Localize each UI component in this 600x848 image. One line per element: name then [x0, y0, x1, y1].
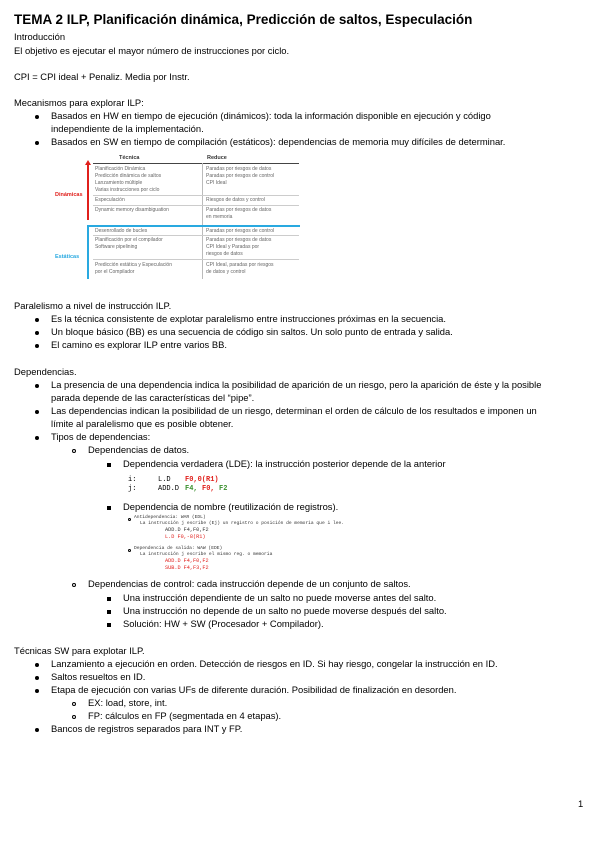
table-cell: Predicción dinámica de saltos [95, 173, 162, 179]
code-arg: F0, [202, 485, 215, 493]
code-arg: F4, [185, 485, 198, 493]
table-row-rule [93, 205, 299, 206]
dependencia-nombre: Dependencia de nombre (reutilización de registros). [123, 501, 339, 512]
intro-heading: Introducción [14, 31, 66, 42]
square-bullet-icon [107, 597, 111, 601]
dependencias-b1-line2: parada depende de las características del “pipe”. [51, 392, 255, 403]
bullet-icon [35, 676, 39, 680]
hollow-bullet-icon [72, 449, 76, 453]
paralelismo-b2: Un bloque básico (BB) es una secuencia de código sin saltos. Un solo punto de entrada y salida. [51, 326, 453, 337]
table-cell: Especulación [95, 197, 125, 203]
dinamicas-bracket [87, 164, 89, 220]
table-cell: Planificación Dinámica [95, 166, 146, 172]
techniques-table-image [55, 154, 305, 280]
salida-code1: ADD.D F4,F0,F2 [165, 558, 209, 564]
code-arg: F0,0(R1) [185, 476, 219, 484]
estaticas-bracket [87, 225, 89, 279]
page-number: 1 [578, 798, 584, 809]
salida-code2: SUB.D F4,F3,F2 [165, 565, 209, 571]
bullet-icon [35, 728, 39, 732]
table-cell: Planificación por el compilador [95, 237, 163, 243]
tecnicas-b2: Saltos resueltos en ID. [51, 671, 146, 682]
mecanismos-hw-line1: Basados en HW en tiempo de ejecución (dinámicos): toda la información disponible en ejecución y código [51, 110, 491, 121]
mecanismos-sw: Basados en SW en tiempo de compilación (estáticos): dependencias de memoria muy difíciles de determinar. [51, 136, 506, 147]
table-cell: CPI Ideal, paradas por riesgos [206, 262, 274, 268]
table-cell: Varias instrucciones por ciclo [95, 187, 160, 193]
bullet-icon [35, 663, 39, 667]
tecnicas-b3: Etapa de ejecución con varias UFs de diferente duración. Posibilidad de finalización en desorden. [51, 684, 457, 695]
table-header-tecnica: Técnica [119, 155, 140, 161]
paralelismo-b1: Es la técnica consistente de explotar paralelismo entre instrucciones próximas en la secuencia. [51, 313, 446, 324]
code-op: ADD.D [158, 485, 180, 493]
table-column-divider [202, 163, 203, 279]
antidependencia-desc: La instrucción j escribe (Ej) un registro o posición de memoria que i lee. [140, 521, 344, 526]
table-cell: Desenrollado de bucles [95, 228, 148, 234]
dependencias-control: Dependencias de control: cada instrucción depende de un conjunto de saltos. [88, 578, 411, 589]
table-cell: en memoria [206, 214, 233, 220]
bullet-icon [35, 689, 39, 693]
bullet-icon [35, 141, 39, 145]
hollow-bullet-icon [128, 518, 131, 521]
bullet-icon [35, 331, 39, 335]
tecnicas-ex: EX: load, store, int. [88, 697, 168, 708]
code-op: L.D [158, 476, 171, 484]
dependencias-b2-line2: límite al paralelismo que es posible obtener. [51, 418, 234, 429]
bullet-icon [35, 344, 39, 348]
dependencias-b2-line1: Las dependencias indican la posibilidad de un riesgo, determinan el orden de cálculo de los resultados e imponen un [51, 405, 537, 416]
hollow-bullet-icon [72, 583, 76, 587]
table-label-estaticas: Estáticas [55, 254, 80, 260]
code-label-i: i: [128, 476, 137, 484]
salida-desc: La instrucción j escribe el mismo reg. o memoria [140, 552, 273, 557]
bullet-icon [35, 410, 39, 414]
code-label-j: j: [128, 485, 137, 493]
dependencias-datos: Dependencias de datos. [88, 444, 190, 455]
control-c3: Solución: HW + SW (Procesador + Compilador). [123, 618, 324, 629]
antidependencia-title: Antidependencia: WAR (EDL) [134, 515, 206, 520]
hollow-bullet-icon [72, 702, 76, 706]
table-cell: riesgos de datos [206, 251, 243, 257]
square-bullet-icon [107, 506, 111, 510]
table-cell: Paradas por riesgos de control [206, 173, 275, 179]
salida-title: Dependencia de salida: WAW (EDE) [134, 546, 223, 551]
table-row-rule [93, 259, 299, 260]
table-row-rule [93, 195, 299, 196]
table-header-rule [93, 163, 299, 164]
tecnicas-b1: Lanzamiento a ejecución en orden. Detección de riesgos en ID. Si hay riesgo, congelar la instrucción en ID. [51, 658, 498, 669]
intro-line: El objetivo es ejecutar el mayor número de instrucciones por ciclo. [14, 45, 290, 56]
antidependencia-code1: ADD.D F4,F0,F2 [165, 527, 209, 533]
square-bullet-icon [107, 623, 111, 627]
page-title: TEMA 2 ILP, Planificación dinámica, Predicción de saltos, Especulación [14, 12, 473, 27]
table-cell: Software pipelining [95, 244, 138, 250]
dependencias-b3: Tipos de dependencias: [51, 431, 151, 442]
table-cell: Paradas por riesgos de control [206, 228, 275, 234]
table-cell: CPI Ideal [206, 180, 227, 186]
table-cell: Paradas por riesgos de datos [206, 207, 272, 213]
antidependencia-code2: L.D F0,-8(R1) [165, 534, 206, 540]
hollow-bullet-icon [72, 715, 76, 719]
tecnicas-b4: Bancos de registros separados para INT y FP. [51, 723, 243, 734]
control-c1: Una instrucción dependiente de un salto no puede moverse antes del salto. [123, 592, 437, 603]
table-cell: Paradas por riesgos de datos [206, 166, 272, 172]
bullet-icon [35, 115, 39, 119]
paralelismo-heading: Paralelismo a nivel de instrucción ILP. [14, 300, 172, 311]
table-cell: Lanzamiento múltiple [95, 180, 143, 186]
table-row-rule [93, 235, 299, 236]
dependencias-b1-line1: La presencia de una dependencia indica la posibilidad de aparición de un riesgo, pero la aparición de éste y la posible [51, 379, 542, 390]
table-cell: por el Compilador [95, 269, 135, 275]
dependencias-heading: Dependencias. [14, 366, 77, 377]
paralelismo-b3: El camino es explorar ILP entre varios BB. [51, 339, 227, 350]
cpi-formula: CPI = CPI ideal + Penaliz. Media por Instr. [14, 71, 190, 82]
dependencia-lde: Dependencia verdadera (LDE): la instrucción posterior depende de la anterior [123, 458, 446, 469]
table-header-reduce: Reduce [207, 155, 227, 161]
table-cell: Predicción estática y Especulación [95, 262, 172, 268]
table-cell: Dynamic memory disambiguation [95, 207, 169, 213]
estaticas-top-rule [88, 225, 300, 227]
code-arg: F2 [219, 485, 228, 493]
mecanismos-hw-line2: independiente de la implementación. [51, 123, 204, 134]
bullet-icon [35, 436, 39, 440]
table-cell: de datos y control [206, 269, 246, 275]
table-cell: CPI Ideal y Paradas por [206, 244, 260, 250]
table-label-dinamicas: Dinámicas [55, 192, 83, 198]
hollow-bullet-icon [128, 549, 131, 552]
bullet-icon [35, 384, 39, 388]
square-bullet-icon [107, 463, 111, 467]
mecanismos-heading: Mecanismos para explorar ILP: [14, 97, 144, 108]
tecnicas-fp: FP: cálculos en FP (segmentada en 4 etapas). [88, 710, 282, 721]
table-cell: Paradas por riesgos de datos [206, 237, 272, 243]
bullet-icon [35, 318, 39, 322]
square-bullet-icon [107, 610, 111, 614]
tecnicas-heading: Técnicas SW para explotar ILP. [14, 645, 145, 656]
table-cell: Riesgos de datos y control [206, 197, 265, 203]
control-c2: Una instrucción no depende de un salto no puede moverse después del salto. [123, 605, 447, 616]
arrow-up-icon [85, 160, 91, 165]
